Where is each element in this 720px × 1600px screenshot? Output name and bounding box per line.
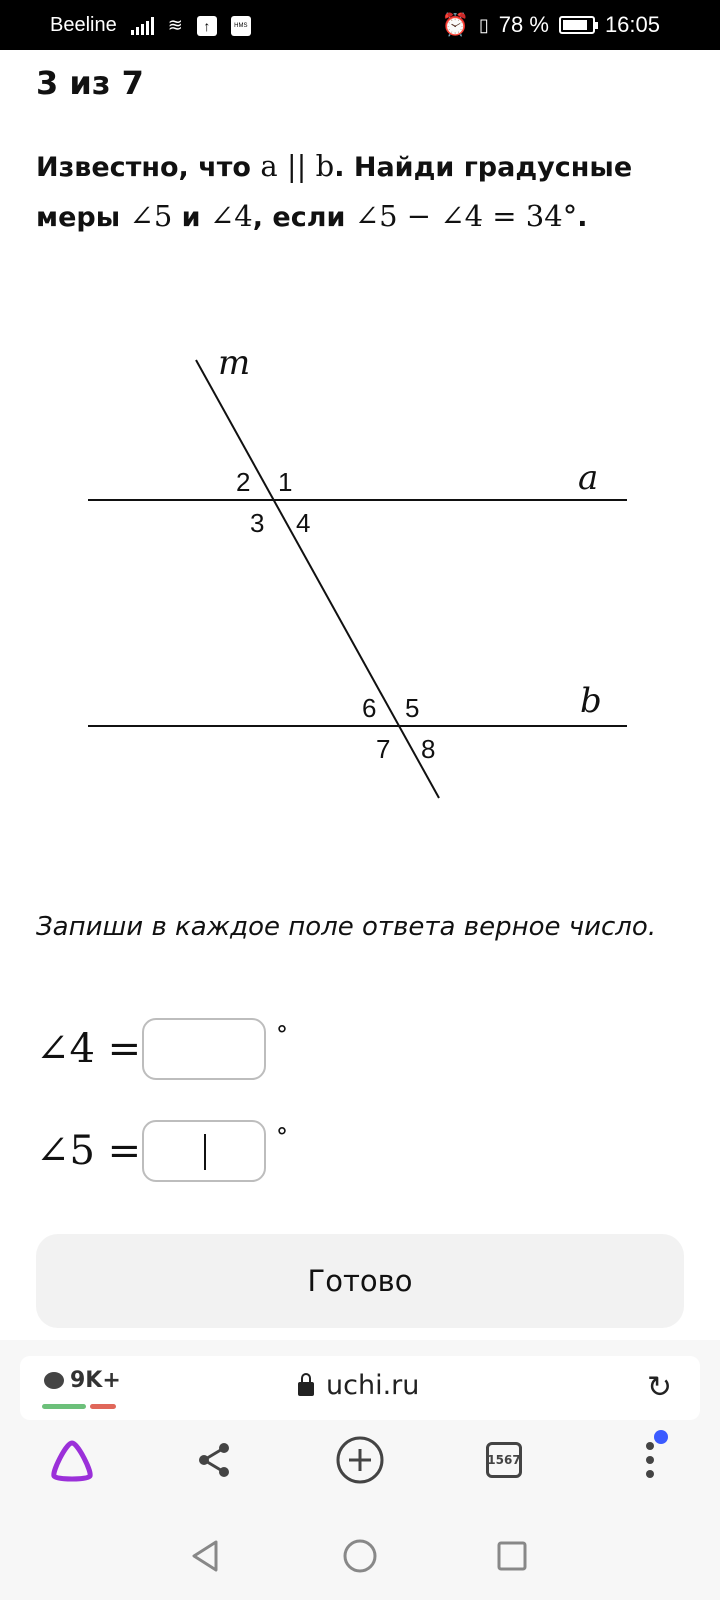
tabs-button[interactable] [474,1430,534,1490]
answer-label-angle-4: ∠4 = [36,1026,142,1072]
hms-icon: HMS [231,16,251,36]
math-parallel: a || b [260,149,335,183]
angle-label-5: 5 [405,693,420,723]
angle-label-6: 6 [362,693,377,723]
address-bar[interactable] [20,1356,700,1420]
home-icon [342,1538,378,1574]
angle-label-3: 3 [250,508,265,538]
question-mid: . Найди градусные меры [36,152,633,233]
rating-bars [42,1404,116,1409]
new-tab-button[interactable] [330,1430,390,1490]
transversal-m [196,360,439,798]
battery-icon [559,16,595,34]
done-button[interactable]: Готово [36,1234,684,1328]
upload-icon: ↑ [197,16,217,36]
geometry-figure [0,330,720,810]
label-b: b [580,681,602,721]
reload-icon[interactable]: ↻ [646,1370,672,1405]
answer-row-angle-5 [36,1120,288,1182]
alarm-icon: ⏰ [441,12,469,37]
math-angle-5: ∠5 [129,199,173,233]
more-vertical-icon [646,1442,654,1478]
notification-dot [654,1430,668,1444]
vibrate-icon: ▯ [478,14,489,35]
angle-label-2: 2 [236,467,251,497]
share-button[interactable] [184,1430,244,1490]
recents-icon [496,1540,528,1572]
question-end: . [577,202,588,233]
comments-button[interactable] [44,1368,121,1393]
question-if: , если [252,202,355,233]
lock-icon [298,1382,314,1396]
chat-bubble-icon [44,1372,64,1389]
comments-count: 9K+ [70,1368,121,1393]
plus-circle-icon [335,1435,385,1485]
task-counter: 3 из 7 [36,64,144,102]
question-and: и [172,202,210,233]
degree-sign: ° [276,1021,288,1049]
angle-label-8: 8 [421,734,436,764]
label-m: m [218,343,251,383]
browser-toolbar [0,1430,720,1506]
angle-label-4: 4 [296,508,311,538]
home-button[interactable] [340,1536,380,1576]
answer-label-angle-5: ∠5 = [36,1128,142,1174]
instruction-text: Запиши в каждое поле ответа верное число. [36,912,657,942]
recents-button[interactable] [492,1536,532,1576]
clock: 16:05 [604,12,660,37]
back-icon [188,1538,224,1574]
battery-percent: 78 % [498,12,549,37]
alice-icon [48,1438,96,1482]
math-condition: ∠5 − ∠4 = 34° [354,199,578,233]
url-text: uchi.ru [326,1370,420,1401]
back-button[interactable] [186,1536,226,1576]
share-icon [194,1440,234,1480]
signal-icon [131,17,154,35]
math-angle-4: ∠4 [210,199,253,233]
answer-row-angle-4 [36,1018,288,1080]
angle-5-input[interactable] [142,1120,266,1182]
browser-bar [0,1340,720,1520]
question-prefix: Известно, что [36,152,261,183]
tabs-count: 1567 [486,1442,522,1478]
wifi-icon: ≋ [167,15,183,35]
question-text [36,142,686,242]
angle-4-input[interactable] [142,1018,266,1080]
angle-label-1: 1 [278,467,293,497]
angle-label-7: 7 [376,734,391,764]
label-a: a [578,458,599,498]
menu-button[interactable] [620,1430,680,1490]
carrier-name: Beeline [50,14,117,36]
text-caret [204,1134,206,1170]
alice-button[interactable] [42,1430,102,1490]
status-bar [0,0,720,50]
navigation-bar [0,1520,720,1600]
url-display[interactable] [298,1370,419,1401]
degree-sign: ° [276,1123,288,1151]
